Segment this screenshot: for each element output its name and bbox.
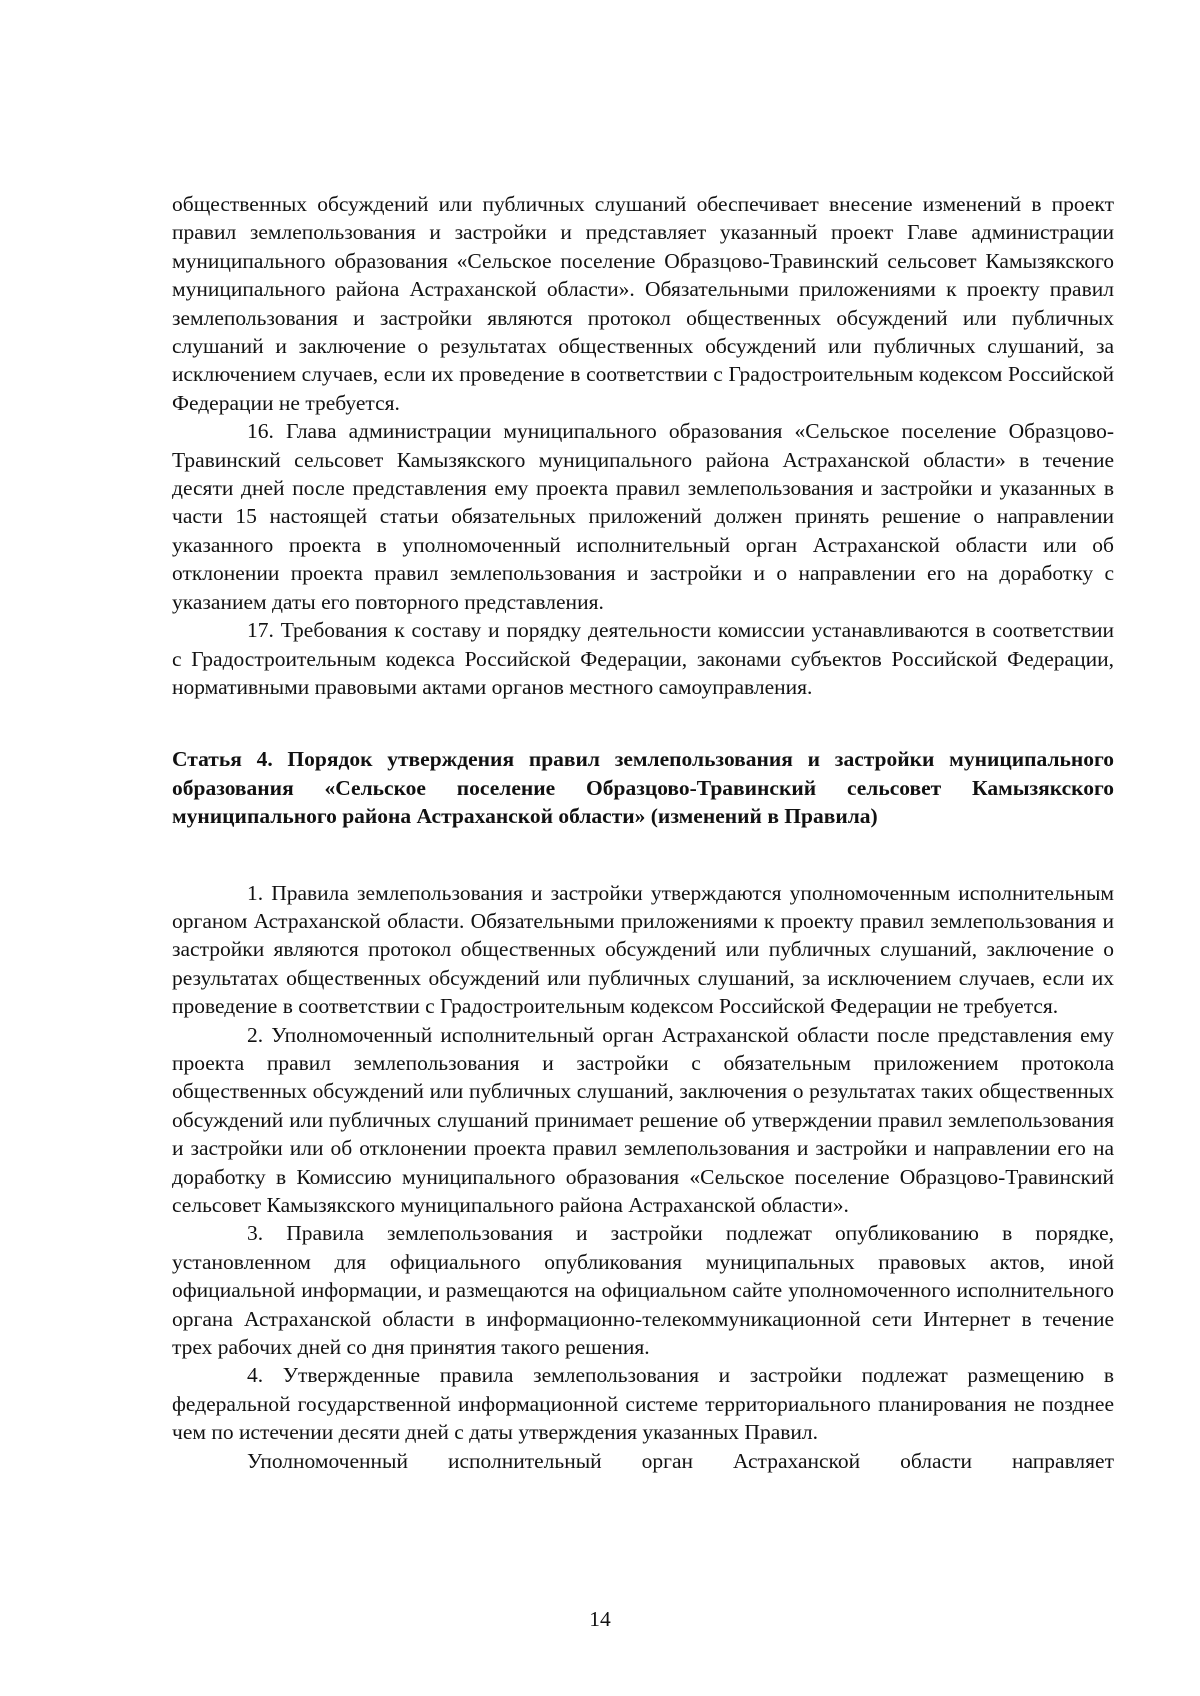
page-body xyxy=(172,190,1114,1475)
paragraph-article-4-part-4: 4. Утвержденные правила землепользования и застройки подлежат размещению в федеральной государственной информационной системе территориального планирования не позднее чем по истечении десяти дней с даты утверждения указанных Правил. xyxy=(172,1363,1114,1445)
paragraph-part-17: 17. Требования к составу и порядку деятельности комиссии устанавливаются в соответствии с Градостроительным кодекса Российской Федерации, законами субъектов Российской Федерации, нормативными правовыми актами органов местного самоуправления. xyxy=(172,618,1114,699)
paragraph-article-4-part-2: 2. Уполномоченный исполнительный орган Астраханской области после представления ему проекта правил землепользования и застройки с обязательным приложением протокола общественных обсуждений или публичных слушаний, заключения о результатах таких общественных обсуждений или публичных слушаний принимает решение об утверждении правил землепользования и застройки или об отклонении проекта правил землепользования и застройки и направлении его на доработку в Комиссию муниципального образования «Сельское поселение Образцово-Травинский сельсовет Камызякского муниципального района Астраханской области». xyxy=(172,1022,1114,1217)
article-4-heading: Статья 4. Порядок утверждения правил землепользования и застройки муниципального образования «Сельское поселение Образцово-Травинский сельсовет Камызякского муниципального района Астраханской области» (изменений в Правила) xyxy=(172,747,1114,829)
paragraph-continuation-part-15: общественных обсуждений или публичных слушаний обеспечивает внесение изменений в проект правил землепользования и застройки и представляет указанный проект Главе администрации муниципального образования «Сельское поселение Образцово-Травинский сельсовет Камызякского муниципального района Астраханской области». Обязательными приложениями к проекту правил землепользования и застройки являются протокол общественных обсуждений или публичных слушаний и заключение о результатах общественных обсуждений или публичных слушаний, за исключением случаев, если их проведение в соответствии с Градостроительным кодексом Российской Федерации не требуется. xyxy=(172,192,1114,415)
paragraph-article-4-continuation: Уполномоченный исполнительный орган Астраханской области направляет xyxy=(247,1448,1114,1473)
page-number: 14 xyxy=(589,1607,611,1631)
paragraph-part-16: 16. Глава администрации муниципального образования «Сельское поселение Образцово-Травинский сельсовет Камызякского муниципального района Астраханской области» в течение десяти дней после представления ему проекта правил землепользования и застройки и указанных в части 15 настоящей статьи обязательных приложений должен принять решение о направлении указанного проекта в уполномоченный исполнительный орган Астраханской области или об отклонении проекта правил землепользования и застройки и о направлении его на доработку с указанием даты его повторного представления. xyxy=(172,419,1114,614)
paragraph-article-4-part-3: 3. Правила землепользования и застройки подлежат опубликованию в порядке, установленном для официального опубликования муниципальных правовых актов, иной официальной информации, и размещаются на официальном сайте уполномоченного исполнительного органа Астраханской области в информационно-телекоммуникационной сети Интернет в течение трех рабочих дней со дня принятия такого решения. xyxy=(172,1221,1114,1360)
paragraph-article-4-part-1: 1. Правила землепользования и застройки утверждаются уполномоченным исполнительным органом Астраханской области. Обязательными приложениями к проекту правил землепользования и застройки являются протокол общественных обсуждений или публичных слушаний, заключение о результатах общественных обсуждений или публичных слушаний, за исключением случаев, если их проведение в соответствии с Градостроительным кодексом Российской Федерации не требуется. xyxy=(172,880,1114,1019)
